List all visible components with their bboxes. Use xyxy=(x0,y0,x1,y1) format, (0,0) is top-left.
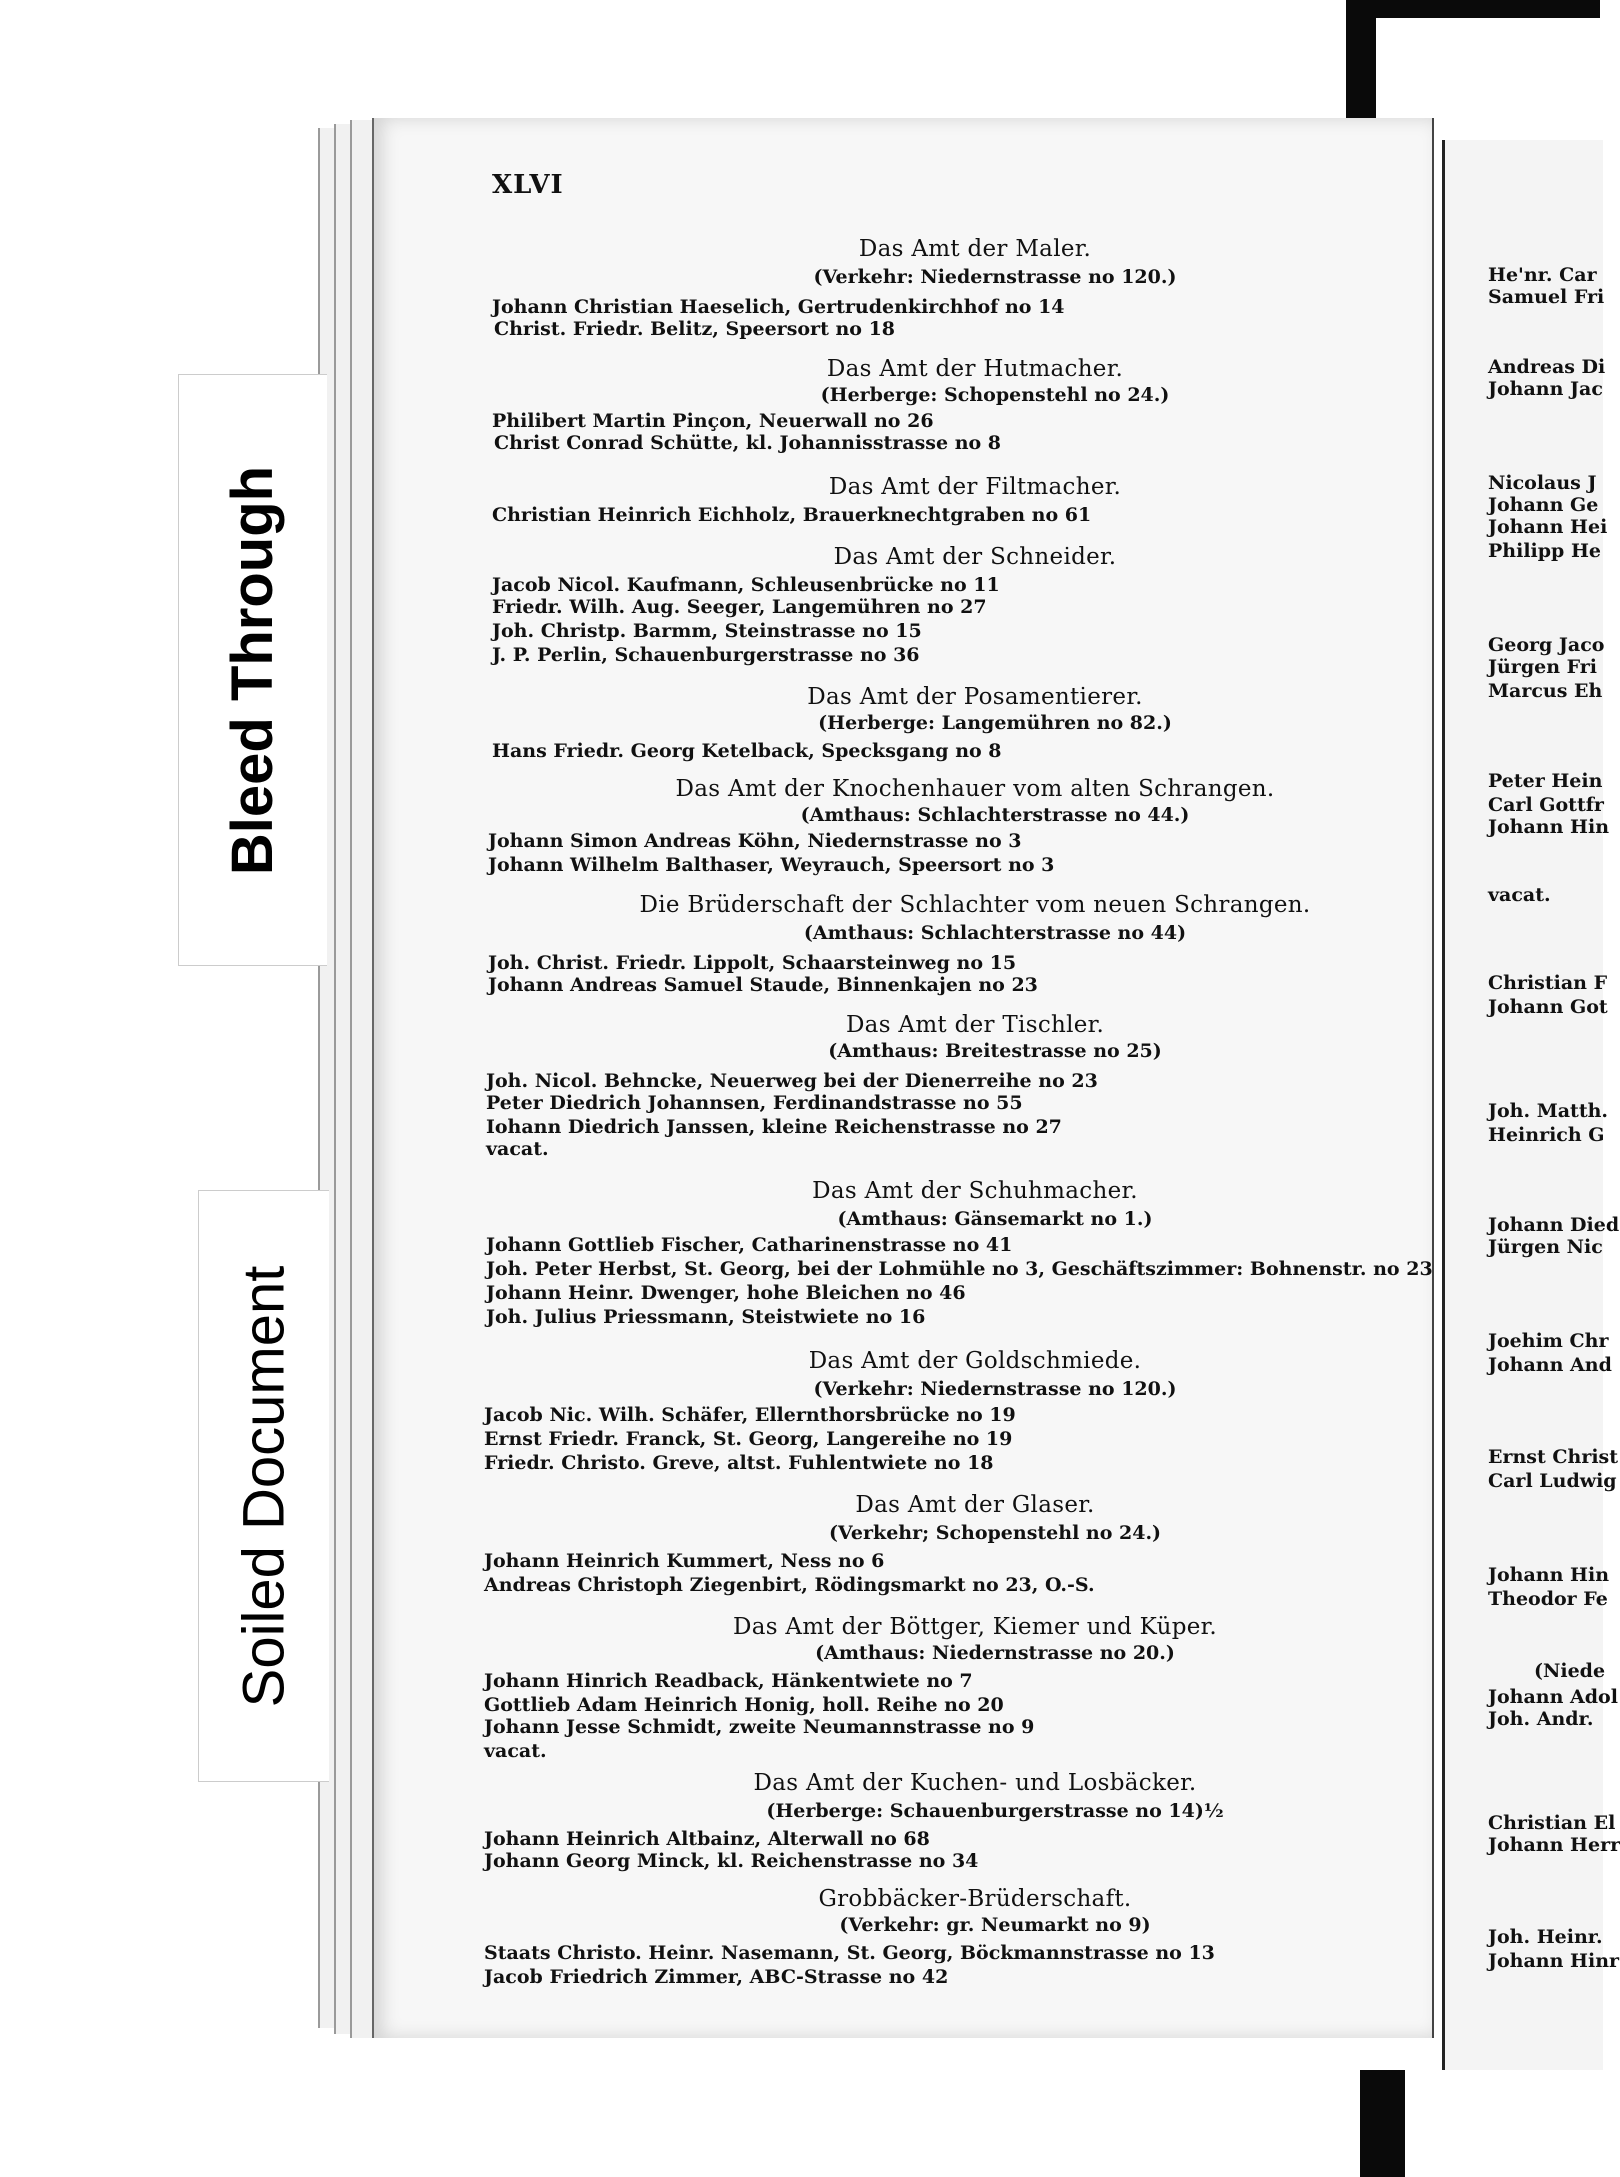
section-subtitle: (Verkehr: gr. Neumarkt no 9) xyxy=(839,1914,1151,1936)
entry-row: Johann Christian Haeselich, Gertrudenkirchhof no 14 xyxy=(492,296,1065,318)
facing-page-entry: Johann Ge xyxy=(1488,494,1599,516)
entry-row: Friedr. Wilh. Aug. Seeger, Langemühren no 27 xyxy=(492,596,987,618)
entry-row: Peter Diedrich Johannsen, Ferdinandstrasse no 55 xyxy=(486,1092,1023,1114)
facing-page-entry: Johann Hin xyxy=(1488,816,1610,838)
page-stack-edge xyxy=(350,120,374,2038)
entry-row: Johann Simon Andreas Köhn, Niedernstrasse no 3 xyxy=(488,830,1022,852)
facing-page-entry: Carl Ludwig xyxy=(1488,1470,1617,1492)
section-title: Grobbäcker-Brüderschaft. xyxy=(818,1886,1132,1912)
section-title: Das Amt der Schuhmacher. xyxy=(812,1178,1138,1204)
entry-row: Joh. Christp. Barmm, Steinstrasse no 15 xyxy=(492,620,922,642)
facing-page-entry: Theodor Fe xyxy=(1488,1588,1608,1610)
facing-page-entry: Marcus Eh xyxy=(1488,680,1603,702)
facing-page-entry: Joh. Matth. xyxy=(1488,1100,1609,1122)
section-title: Das Amt der Kuchen- und Losbäcker. xyxy=(753,1770,1197,1796)
bleed-through-label: Bleed Through xyxy=(220,465,286,875)
facing-page-entry: Joh. Heinr. xyxy=(1488,1926,1603,1948)
entry-row: Staats Christo. Heinr. Nasemann, St. Georg, Böckmannstrasse no 13 xyxy=(484,1942,1215,1964)
section-title: Das Amt der Glaser. xyxy=(855,1492,1095,1518)
facing-page-entry: Johann Died xyxy=(1488,1214,1620,1236)
facing-page-entry: Heinrich G xyxy=(1488,1124,1605,1146)
facing-page-entry: Nicolaus J xyxy=(1488,472,1597,494)
entry-row: Johann Andreas Samuel Staude, Binnenkajen no 23 xyxy=(488,974,1038,996)
entry-row: Iohann Diedrich Janssen, kleine Reichenstrasse no 27 xyxy=(486,1116,1062,1138)
binding-bar-top xyxy=(1346,0,1376,130)
binding-bar-top-right xyxy=(1360,0,1600,18)
facing-page-entry: Johann Hinr xyxy=(1488,1950,1620,1972)
facing-page-entry: Johann Herr xyxy=(1488,1834,1620,1856)
facing-page-entry: He'nr. Car xyxy=(1488,264,1597,286)
facing-page-entry: Christian El xyxy=(1488,1812,1616,1834)
facing-page-entry: Johann Hin xyxy=(1488,1564,1610,1586)
entry-row: Joh. Nicol. Behncke, Neuerweg bei der Dienerreihe no 23 xyxy=(486,1070,1098,1092)
section-title: Das Amt der Knochenhauer vom alten Schrangen. xyxy=(675,776,1275,802)
entry-row: Christian Heinrich Eichholz, Brauerknechtgraben no 61 xyxy=(492,504,1092,526)
section-subtitle: (Verkehr: Niedernstrasse no 120.) xyxy=(813,1378,1177,1400)
section-title: Das Amt der Böttger, Kiemer und Küper. xyxy=(732,1614,1218,1640)
facing-page-entry: Andreas Di xyxy=(1488,356,1606,378)
entry-row: Christ Conrad Schütte, kl. Johannisstrasse no 8 xyxy=(494,432,1002,454)
soiled-document-label: Soiled Document xyxy=(231,1265,297,1707)
section-title: Das Amt der Hutmacher. xyxy=(826,356,1124,382)
soiled-document-label-box xyxy=(198,1190,329,1782)
entry-row: vacat. xyxy=(486,1138,549,1160)
section-subtitle: (Herberge: Schopenstehl no 24.) xyxy=(820,384,1170,406)
facing-page-entry: Philipp He xyxy=(1488,540,1601,562)
section-subtitle: (Verkehr: Niedernstrasse no 120.) xyxy=(813,266,1177,288)
entry-row: Andreas Christoph Ziegenbirt, Rödingsmarkt no 23, O.-S. xyxy=(484,1574,1095,1596)
entry-row: Joh. Christ. Friedr. Lippolt, Schaarsteinweg no 15 xyxy=(488,952,1017,974)
entry-row: Hans Friedr. Georg Ketelback, Specksgang no 8 xyxy=(492,740,1002,762)
facing-page-entry: Johann Hei xyxy=(1488,516,1608,538)
binding-bar-bottom xyxy=(1360,2070,1405,2177)
section-subtitle: (Herberge: Schauenburgerstrasse no 14)½ xyxy=(766,1800,1224,1822)
section-title: Die Brüderschaft der Schlachter vom neuen Schrangen. xyxy=(639,892,1311,918)
section-subtitle: (Amthaus: Niedernstrasse no 20.) xyxy=(815,1642,1175,1664)
facing-page-entry: Jürgen Nic xyxy=(1488,1236,1603,1258)
section-title: Das Amt der Filtmacher. xyxy=(828,474,1122,500)
entry-row: Johann Heinr. Dwenger, hohe Bleichen no 46 xyxy=(486,1282,966,1304)
entry-row: Johann Heinrich Altbainz, Alterwall no 68 xyxy=(484,1828,930,1850)
facing-page-entry: (Niede xyxy=(1534,1660,1606,1682)
section-subtitle: (Amthaus: Schlachterstrasse no 44.) xyxy=(800,804,1190,826)
entry-row: Johann Georg Minck, kl. Reichenstrasse no 34 xyxy=(484,1850,979,1872)
facing-page-entry: Jürgen Fri xyxy=(1488,656,1597,678)
section-title: Das Amt der Goldschmiede. xyxy=(808,1348,1142,1374)
facing-page-entry: Joh. Andr. xyxy=(1488,1708,1594,1730)
facing-page-entry: Johann Got xyxy=(1488,996,1608,1018)
section-title: Das Amt der Schneider. xyxy=(833,544,1117,570)
facing-page-entry: Ernst Christ xyxy=(1488,1446,1619,1468)
facing-page-entry: Johann Adol xyxy=(1488,1686,1618,1708)
section-subtitle: (Herberge: Langemühren no 82.) xyxy=(818,712,1172,734)
facing-page-entry: Carl Gottfr xyxy=(1488,794,1604,816)
facing-page-entry: Johann And xyxy=(1488,1354,1612,1376)
entry-row: Johann Hinrich Readback, Hänkentwiete no 7 xyxy=(484,1670,973,1692)
section-subtitle: (Amthaus: Schlachterstrasse no 44) xyxy=(803,922,1187,944)
entry-row: Christ. Friedr. Belitz, Speersort no 18 xyxy=(494,318,896,340)
facing-page-entry: Johann Jac xyxy=(1488,378,1603,400)
facing-page-entry: vacat. xyxy=(1488,884,1551,906)
entry-row: Joh. Julius Priessmann, Steistwiete no 16 xyxy=(486,1306,926,1328)
section-title: Das Amt der Tischler. xyxy=(845,1012,1105,1038)
bleed-through-label-box xyxy=(178,374,327,966)
facing-page-entry: Joehim Chr xyxy=(1488,1330,1609,1352)
section-title: Das Amt der Maler. xyxy=(858,236,1092,262)
section-title: Das Amt der Posamentierer. xyxy=(807,684,1143,710)
page-number: XLVI xyxy=(492,170,564,200)
entry-row: Jacob Nicol. Kaufmann, Schleusenbrücke no 11 xyxy=(492,574,1000,596)
entry-row: J. P. Perlin, Schauenburgerstrasse no 36 xyxy=(492,644,920,666)
entry-row: Gottlieb Adam Heinrich Honig, holl. Reihe no 20 xyxy=(484,1694,1004,1716)
entry-row: Johann Wilhelm Balthaser, Weyrauch, Speersort no 3 xyxy=(488,854,1055,876)
entry-row: Ernst Friedr. Franck, St. Georg, Langereihe no 19 xyxy=(484,1428,1013,1450)
entry-row: Johann Gottlieb Fischer, Catharinenstrasse no 41 xyxy=(486,1234,1013,1256)
entry-row: Jacob Friedrich Zimmer, ABC-Strasse no 42 xyxy=(484,1966,949,1988)
entry-row: Joh. Peter Herbst, St. Georg, bei der Lohmühle no 3, Geschäftszimmer: Bohnenstr. no 23 xyxy=(486,1258,1433,1280)
facing-page-entry: Samuel Fri xyxy=(1488,286,1605,308)
section-subtitle: (Verkehr; Schopenstehl no 24.) xyxy=(828,1522,1162,1544)
entry-row: vacat. xyxy=(484,1740,547,1762)
entry-row: Johann Jesse Schmidt, zweite Neumannstrasse no 9 xyxy=(484,1716,1035,1738)
section-subtitle: (Amthaus: Breitestrasse no 25) xyxy=(828,1040,1162,1062)
entry-row: Johann Heinrich Kummert, Ness no 6 xyxy=(484,1550,885,1572)
facing-page-entry: Peter Hein xyxy=(1488,770,1603,792)
facing-page-entry: Georg Jaco xyxy=(1488,634,1605,656)
section-subtitle: (Amthaus: Gänsemarkt no 1.) xyxy=(837,1208,1153,1230)
entry-row: Philibert Martin Pinçon, Neuerwall no 26 xyxy=(492,410,934,432)
facing-page-entry: Christian F xyxy=(1488,972,1608,994)
entry-row: Friedr. Christo. Greve, altst. Fuhlentwiete no 18 xyxy=(484,1452,994,1474)
entry-row: Jacob Nic. Wilh. Schäfer, Ellernthorsbrücke no 19 xyxy=(484,1404,1016,1426)
